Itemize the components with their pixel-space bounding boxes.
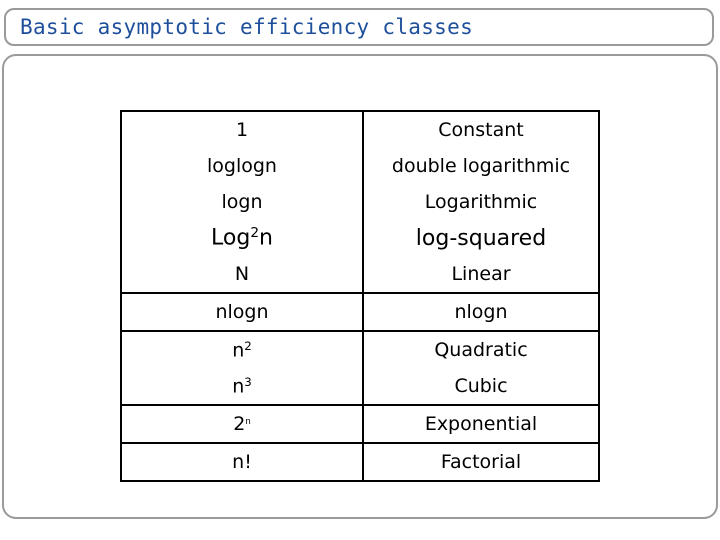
function-cell <box>122 368 363 405</box>
function-base: n! <box>232 451 252 473</box>
function-cell <box>122 331 363 368</box>
table-row <box>122 405 598 443</box>
slide-title: Basic asymptotic efficiency classes <box>20 15 474 39</box>
function-cell <box>122 256 363 293</box>
function-base: N <box>234 263 250 285</box>
slide-title-bar <box>4 8 714 46</box>
class-name-cell: double logarithmic <box>391 155 571 177</box>
table-row <box>122 112 598 148</box>
function-exponent: 2 <box>244 338 252 353</box>
table-row <box>122 293 598 331</box>
class-name-cell: Constant <box>438 119 524 141</box>
table-row <box>122 184 598 220</box>
function-tail: n <box>259 225 273 251</box>
function-cell <box>122 443 363 480</box>
function-exponent: n <box>245 417 251 428</box>
class-name-cell: Quadratic <box>363 331 598 368</box>
function-base: 1 <box>235 119 249 141</box>
class-name-cell: Factorial <box>363 443 598 480</box>
function-base: logn <box>221 191 263 213</box>
function-cell <box>122 148 363 184</box>
table-row <box>122 331 598 368</box>
function-cell <box>122 184 363 220</box>
class-name-cell: Linear <box>451 263 511 285</box>
function-base: nlogn <box>215 301 269 323</box>
table-row <box>122 368 598 405</box>
function-cell <box>122 293 363 331</box>
class-name-cell: Cubic <box>454 375 508 397</box>
efficiency-classes-table <box>120 110 600 482</box>
function-base: loglogn <box>207 155 277 177</box>
function-base: n <box>232 339 245 362</box>
function-cell <box>122 405 363 443</box>
function-base: 2 <box>233 413 246 435</box>
function-cell <box>122 112 363 148</box>
table-row <box>122 220 598 256</box>
function-exponent: 3 <box>244 374 252 389</box>
table-row <box>122 256 598 293</box>
table-row <box>122 443 598 480</box>
table-row <box>122 148 598 184</box>
function-base: Log <box>211 225 251 251</box>
class-name-cell: nlogn <box>363 293 598 331</box>
class-name-cell: log-squared <box>415 225 547 251</box>
class-name-cell: Logarithmic <box>424 191 538 213</box>
table-body <box>122 112 598 480</box>
function-exponent: 2 <box>250 225 259 242</box>
class-name-cell: Exponential <box>363 405 598 443</box>
function-cell <box>122 220 363 256</box>
function-base: n <box>232 375 245 398</box>
